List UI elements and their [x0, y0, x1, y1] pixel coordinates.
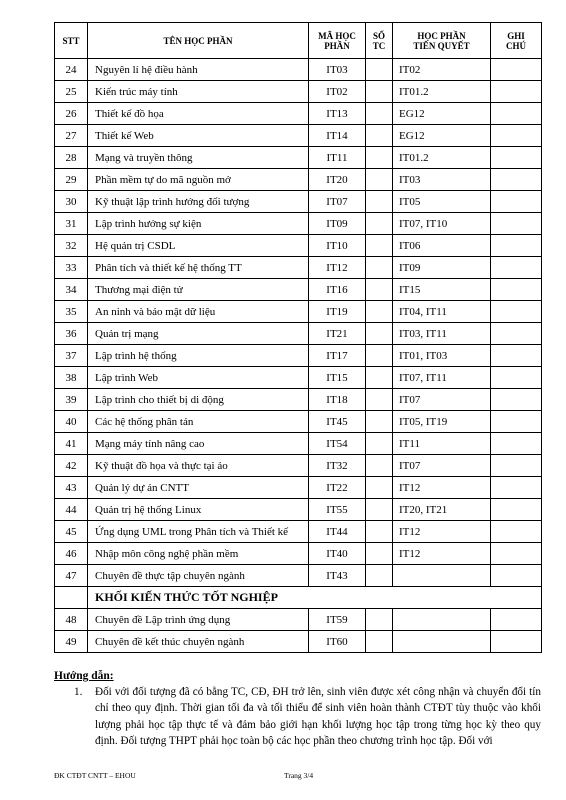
- cell-prerequisites: IT12: [393, 543, 491, 565]
- footer-document-code: ĐK CTĐT CNTT – EHOU: [54, 771, 136, 780]
- cell-course-code: IT13: [309, 103, 366, 125]
- cell-stt: 24: [55, 59, 88, 81]
- cell-note: [491, 257, 542, 279]
- cell-credits: [366, 433, 393, 455]
- cell-course-code: IT55: [309, 499, 366, 521]
- cell-credits: [366, 609, 393, 631]
- cell-prerequisites: IT07: [393, 389, 491, 411]
- cell-course-code: IT10: [309, 235, 366, 257]
- cell-stt: 43: [55, 477, 88, 499]
- cell-credits: [366, 499, 393, 521]
- cell-stt: 32: [55, 235, 88, 257]
- cell-credits: [366, 191, 393, 213]
- cell-prerequisites: IT01, IT03: [393, 345, 491, 367]
- cell-course-code: IT19: [309, 301, 366, 323]
- guide-heading: Hướng dẫn:: [54, 670, 114, 682]
- cell-credits: [366, 345, 393, 367]
- cell-credits: [366, 257, 393, 279]
- cell-credits: [366, 389, 393, 411]
- cell-stt: 27: [55, 125, 88, 147]
- table-row: [55, 191, 542, 213]
- cell-course-name: Chuyên đề thực tập chuyên ngành: [88, 565, 309, 587]
- cell-course-code: IT32: [309, 455, 366, 477]
- table-row: [55, 279, 542, 301]
- header-credits: SỐ TC: [366, 23, 393, 59]
- cell-prerequisites: [393, 631, 491, 653]
- cell-prerequisites: IT04, IT11: [393, 301, 491, 323]
- cell-credits: [366, 301, 393, 323]
- cell-note: [491, 213, 542, 235]
- table-row: [55, 257, 542, 279]
- header-course-code: MÃ HỌC PHẦN: [309, 23, 366, 59]
- cell-course-code: IT59: [309, 609, 366, 631]
- cell-note: [491, 345, 542, 367]
- cell-note: [491, 565, 542, 587]
- cell-note: [491, 499, 542, 521]
- cell-stt: 28: [55, 147, 88, 169]
- cell-course-code: IT16: [309, 279, 366, 301]
- cell-prerequisites: IT03, IT11: [393, 323, 491, 345]
- cell-credits: [366, 543, 393, 565]
- cell-note: [491, 103, 542, 125]
- cell-prerequisites: IT15: [393, 279, 491, 301]
- cell-prerequisites: IT02: [393, 59, 491, 81]
- cell-prerequisites: IT12: [393, 521, 491, 543]
- table-row: [55, 367, 542, 389]
- cell-credits: [366, 477, 393, 499]
- cell-course-name: Thương mại điện tử: [88, 279, 309, 301]
- cell-credits: [366, 411, 393, 433]
- cell-credits: [366, 81, 393, 103]
- cell-stt: 26: [55, 103, 88, 125]
- cell-course-name: Quản trị mạng: [88, 323, 309, 345]
- cell-note: [491, 279, 542, 301]
- guide-item-text: Đối với đối tượng đã có bằng TC, CĐ, ĐH trở lên, sinh viên được xét công nhận và chuyển đổi tín chỉ theo quy định. Thời gian tối đa và tối thiểu để sinh viên hoàn thành CTĐT tùy thuộc vào khối lượng phải học tập thực tế và đảm bảo giới hạn khối lượng học tập trong từng học kỳ theo quy định. Đối tượng THPT phải học toàn bộ các học phần theo chương trình học tập. Đối với: [95, 686, 541, 747]
- cell-course-code: IT18: [309, 389, 366, 411]
- cell-prerequisites: IT05: [393, 191, 491, 213]
- guide-item: [54, 684, 541, 749]
- cell-course-code: IT60: [309, 631, 366, 653]
- cell-stt: 40: [55, 411, 88, 433]
- cell-stt: 48: [55, 609, 88, 631]
- cell-course-name: Thiết kế Web: [88, 125, 309, 147]
- cell-stt: 35: [55, 301, 88, 323]
- cell-note: [491, 235, 542, 257]
- cell-course-code: IT15: [309, 367, 366, 389]
- table-row: [55, 389, 542, 411]
- cell-course-name: Phần mềm tự do mã nguồn mở: [88, 169, 309, 191]
- table-row: [55, 521, 542, 543]
- cell-course-name: Phân tích và thiết kế hệ thống TT: [88, 257, 309, 279]
- cell-course-name: Hệ quản trị CSDL: [88, 235, 309, 257]
- footer-page-number: Trang 3/4: [284, 771, 314, 780]
- table-row: [55, 59, 542, 81]
- cell-course-code: IT07: [309, 191, 366, 213]
- cell-prerequisites: IT01.2: [393, 81, 491, 103]
- cell-course-name: Chuyên đề Lập trình ứng dụng: [88, 609, 309, 631]
- cell-prerequisites: IT07, IT10: [393, 213, 491, 235]
- cell-note: [491, 521, 542, 543]
- cell-course-code: IT12: [309, 257, 366, 279]
- cell-credits: [366, 279, 393, 301]
- cell-course-name: Mạng máy tính nâng cao: [88, 433, 309, 455]
- cell-course-code: IT22: [309, 477, 366, 499]
- cell-course-name: Quản trị hệ thống Linux: [88, 499, 309, 521]
- cell-stt: 34: [55, 279, 88, 301]
- cell-note: [491, 191, 542, 213]
- table-row: [55, 81, 542, 103]
- cell-note: [491, 389, 542, 411]
- cell-prerequisites: IT01.2: [393, 147, 491, 169]
- cell-prerequisites: IT09: [393, 257, 491, 279]
- cell-stt: 36: [55, 323, 88, 345]
- guide-item-number: 1.: [74, 686, 83, 698]
- table-row: [55, 455, 542, 477]
- table-row: [55, 169, 542, 191]
- cell-stt: 31: [55, 213, 88, 235]
- cell-note: [491, 81, 542, 103]
- cell-stt: 42: [55, 455, 88, 477]
- cell-stt: 45: [55, 521, 88, 543]
- table-row: [55, 301, 542, 323]
- cell-course-name: Nguyên lí hệ điều hành: [88, 59, 309, 81]
- cell-prerequisites: [393, 565, 491, 587]
- cell-credits: [366, 213, 393, 235]
- cell-course-code: IT43: [309, 565, 366, 587]
- cell-credits: [366, 125, 393, 147]
- cell-note: [491, 631, 542, 653]
- cell-note: [491, 455, 542, 477]
- cell-stt: 30: [55, 191, 88, 213]
- cell-course-code: IT40: [309, 543, 366, 565]
- cell-stt: 38: [55, 367, 88, 389]
- cell-course-name: Thiết kế đồ họa: [88, 103, 309, 125]
- cell-prerequisites: IT20, IT21: [393, 499, 491, 521]
- section-row: [55, 587, 542, 609]
- cell-credits: [366, 631, 393, 653]
- cell-course-name: Chuyên đề kết thúc chuyên ngành: [88, 631, 309, 653]
- cell-course-name: Các hệ thống phân tán: [88, 411, 309, 433]
- cell-course-name: Nhập môn công nghệ phần mềm: [88, 543, 309, 565]
- cell-note: [491, 367, 542, 389]
- cell-course-name: An ninh và bảo mật dữ liệu: [88, 301, 309, 323]
- cell-prerequisites: IT07: [393, 455, 491, 477]
- cell-course-name: Lập trình hướng sự kiện: [88, 213, 309, 235]
- cell-stt: 49: [55, 631, 88, 653]
- cell-credits: [366, 455, 393, 477]
- cell-course-name: Kỹ thuật đồ họa và thực tại ảo: [88, 455, 309, 477]
- cell-credits: [366, 323, 393, 345]
- header-note: GHI CHÚ: [491, 23, 542, 59]
- table-row: [55, 411, 542, 433]
- cell-note: [491, 147, 542, 169]
- cell-course-code: IT09: [309, 213, 366, 235]
- cell-prerequisites: IT12: [393, 477, 491, 499]
- cell-course-code: IT21: [309, 323, 366, 345]
- cell-course-name: Lập trình Web: [88, 367, 309, 389]
- cell-stt: 44: [55, 499, 88, 521]
- cell-course-name: Lập trình cho thiết bị di động: [88, 389, 309, 411]
- cell-stt: 41: [55, 433, 88, 455]
- cell-stt: 25: [55, 81, 88, 103]
- cell-stt: 47: [55, 565, 88, 587]
- cell-note: [491, 411, 542, 433]
- table-row: [55, 543, 542, 565]
- course-table: [54, 22, 542, 653]
- cell-course-code: IT45: [309, 411, 366, 433]
- cell-note: [491, 477, 542, 499]
- cell-course-name: Kỹ thuật lập trình hướng đối tượng: [88, 191, 309, 213]
- header-stt: STT: [55, 23, 88, 59]
- table-row: [55, 125, 542, 147]
- table-row: [55, 345, 542, 367]
- cell-note: [491, 433, 542, 455]
- cell-note: [491, 323, 542, 345]
- table-header-row: [55, 23, 542, 59]
- cell-prerequisites: EG12: [393, 103, 491, 125]
- table-row: [55, 477, 542, 499]
- cell-course-name: Quản lý dự án CNTT: [88, 477, 309, 499]
- cell-credits: [366, 521, 393, 543]
- cell-note: [491, 169, 542, 191]
- cell-credits: [366, 565, 393, 587]
- cell-note: [491, 609, 542, 631]
- table-row: [55, 565, 542, 587]
- cell-course-name: Ứng dụng UML trong Phân tích và Thiết kế: [88, 521, 309, 543]
- section-title: KHỐI KIẾN THỨC TỐT NGHIỆP: [88, 587, 542, 609]
- cell-credits: [366, 367, 393, 389]
- cell-prerequisites: IT11: [393, 433, 491, 455]
- cell-course-code: IT11: [309, 147, 366, 169]
- cell-credits: [366, 59, 393, 81]
- cell-prerequisites: IT03: [393, 169, 491, 191]
- header-prerequisites: HỌC PHẦN TIÊN QUYẾT: [393, 23, 491, 59]
- cell-prerequisites: EG12: [393, 125, 491, 147]
- table-row: [55, 235, 542, 257]
- cell-course-name: Kiến trúc máy tính: [88, 81, 309, 103]
- table-row: [55, 631, 542, 653]
- cell-course-code: IT02: [309, 81, 366, 103]
- cell-stt: 37: [55, 345, 88, 367]
- cell-credits: [366, 103, 393, 125]
- header-course-name: TÊN HỌC PHẦN: [88, 23, 309, 59]
- cell-prerequisites: IT06: [393, 235, 491, 257]
- cell-credits: [366, 169, 393, 191]
- table-row: [55, 499, 542, 521]
- cell-course-code: IT03: [309, 59, 366, 81]
- cell-note: [491, 543, 542, 565]
- table-row: [55, 433, 542, 455]
- cell-stt: 29: [55, 169, 88, 191]
- cell-note: [491, 301, 542, 323]
- cell-prerequisites: [393, 609, 491, 631]
- cell-course-code: IT17: [309, 345, 366, 367]
- cell-note: [491, 59, 542, 81]
- cell-course-name: Lập trình hệ thống: [88, 345, 309, 367]
- cell-note: [491, 125, 542, 147]
- cell-course-code: IT54: [309, 433, 366, 455]
- cell-stt: 39: [55, 389, 88, 411]
- table-row: [55, 609, 542, 631]
- table-row: [55, 103, 542, 125]
- table-row: [55, 213, 542, 235]
- cell-course-name: Mạng và truyền thông: [88, 147, 309, 169]
- table-row: [55, 147, 542, 169]
- cell-credits: [366, 147, 393, 169]
- cell-stt: 46: [55, 543, 88, 565]
- table-row: [55, 323, 542, 345]
- cell-prerequisites: IT05, IT19: [393, 411, 491, 433]
- cell-course-code: IT14: [309, 125, 366, 147]
- cell-stt: 33: [55, 257, 88, 279]
- cell-credits: [366, 235, 393, 257]
- cell-course-code: IT44: [309, 521, 366, 543]
- cell-prerequisites: IT07, IT11: [393, 367, 491, 389]
- cell-course-code: IT20: [309, 169, 366, 191]
